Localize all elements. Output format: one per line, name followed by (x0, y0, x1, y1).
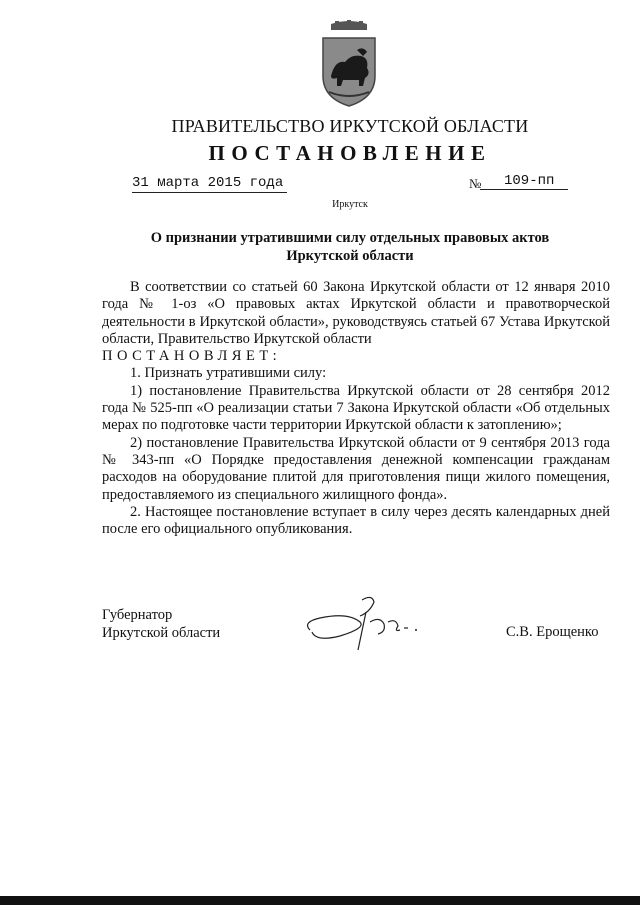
signatory-name: С.В. Ерощенко (506, 624, 599, 640)
position-line-2: Иркутской области (102, 625, 221, 641)
item-1: 1. Признать утратившими силу: (130, 365, 327, 382)
number-sign: № (469, 176, 482, 191)
document-date: 31 марта 2015 года (132, 175, 287, 193)
subject-line-2: Иркутской области (286, 248, 414, 264)
handwritten-signature-icon (300, 592, 430, 654)
document-number: 109-пп (480, 173, 568, 190)
coat-of-arms-icon (317, 20, 381, 108)
document-type: ПОСТАНОВЛЕНИЕ (208, 141, 492, 165)
item-2: 2. Настоящее постановление вступает в силу через десять календарных дней после его официального опубликования. (102, 503, 610, 538)
signatory-position (102, 606, 220, 642)
document-body (102, 279, 610, 538)
city-label: Иркутск (332, 199, 368, 210)
postanovlyaet-heading: ПОСТАНОВЛЯЕТ: (102, 348, 282, 365)
document-subject (130, 229, 570, 265)
government-title: ПРАВИТЕЛЬСТВО ИРКУТСКОЙ ОБЛАСТИ (171, 116, 529, 136)
subject-line-1: О признании утратившими силу отдельных правовых актов (150, 230, 550, 246)
preamble-paragraph: В соответствии со статьей 60 Закона Иркутской области от 12 января 2010 года № 1-оз «О правовых актах Иркутской области и правотворческой деятельности в Иркутской области», руководствуясь статьей 67 Устава Иркутской области, Правительство Иркутской области (102, 279, 610, 347)
scan-bottom-edge (0, 896, 640, 905)
item-1-1: 1) постановление Правительства Иркутской области от 28 сентября 2012 года № 525-пп «О реализации статьи 7 Закона Иркутской области «Об отдельных мерах по подготовке части территории Иркутской области к затоплению»; (102, 382, 610, 434)
position-line-1: Губернатор (102, 607, 173, 623)
item-1-2: 2) постановление Правительства Иркутской области от 9 сентября 2013 года № 343-пп «О Порядке предоставления денежной компенсации гражданам расходов на оборудование плитой для приготовления пищи жилого помещения, предоставляемого из специального жилищного фонда». (102, 434, 610, 503)
